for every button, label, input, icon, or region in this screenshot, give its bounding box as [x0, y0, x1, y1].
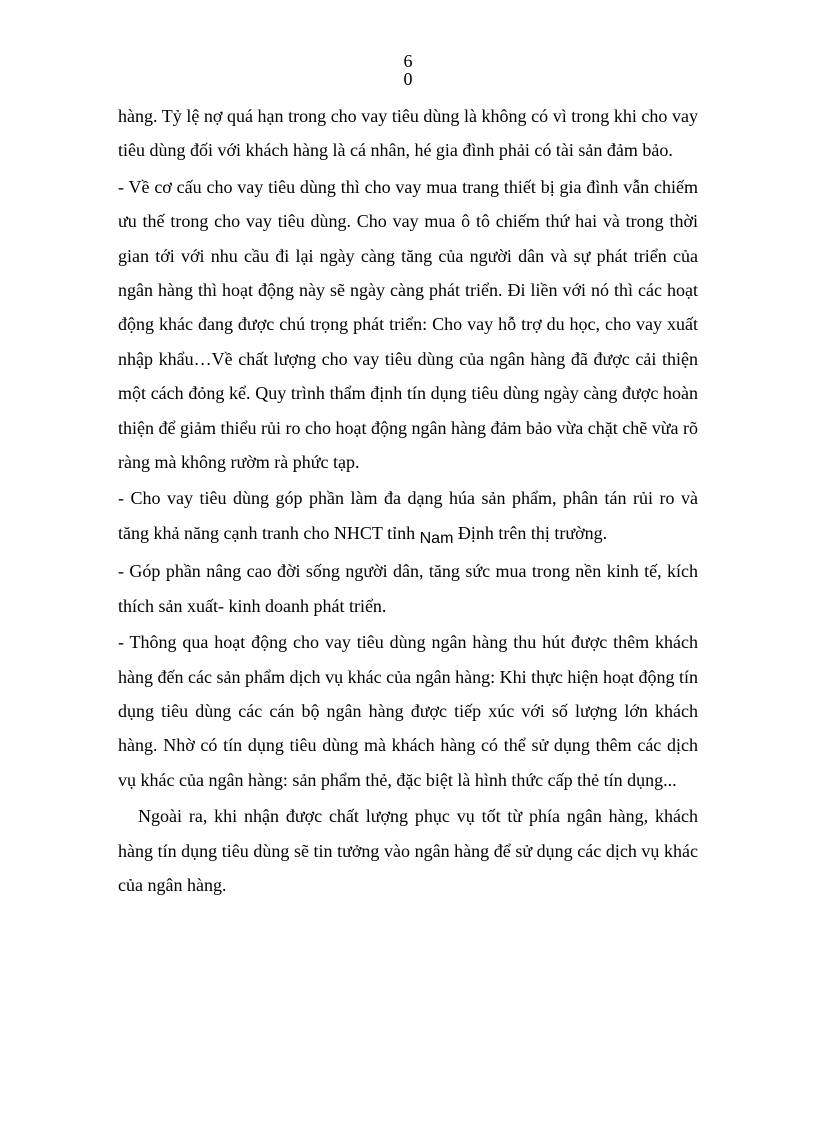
paragraph-diversification-text-start: - Cho vay tiêu dùng góp phần làm đa dạng húa sản phẩm, phân tán rủi ro và tăng khả năng cạnh tranh cho NHCT tỉnh — [118, 488, 698, 543]
page-number-digit-1: 6 — [403, 51, 413, 71]
paragraph-diversification-nam: Nam — [419, 529, 454, 547]
paragraph-overdue-debt: hàng. Tỷ lệ nợ quá hạn trong cho vay tiêu dùng là không có vì trong khi cho vay tiêu dùng đối với khách hàng là cá nhân, hé gia đình phải có tài sản đảm bảo. — [118, 106, 698, 161]
paragraph-service-quality: Ngoài ra, khi nhận được chất lượng phục vụ tốt từ phía ngân hàng, khách hàng tín dụng tiêu dùng sẽ tin tưởng vào ngân hàng để sử dụng các dịch vụ khác của ngân hàng. — [118, 806, 698, 895]
page-number-digit-2: 0 — [403, 69, 413, 89]
document-body — [118, 99, 698, 902]
paragraph-loan-structure: - Về cơ cấu cho vay tiêu dùng thì cho vay mua trang thiết bị gia đình vẫn chiếm ưu thế trong cho vay tiêu dùng. Cho vay mua ô tô chiếm thứ hai và trong thời gian tới với nhu cầu đi lại ngày càng tăng của người dân và sự phát triển của ngân hàng thì hoạt động này sẽ ngày càng phát triển. Đi liền với nó thì các hoạt động khác đang được chú trọng phát triển: Cho vay hỗ trợ du học, cho vay xuất nhập khẩu…Về chất lượng cho vay tiêu dùng của ngân hàng đã được cải thiện một cách đỏng kể. Quy trình thẩm định tín dụng tiêu dùng ngày càng được hoàn thiện để giảm thiểu rủi ro cho hoạt động ngân hàng đảm bảo vừa chặt chẽ vừa rõ ràng mà không rườm rà phức tạp. — [118, 176, 698, 473]
paragraph-customer-attraction: - Thông qua hoạt động cho vay tiêu dùng ngân hàng thu hút được thêm khách hàng đến các sản phẩm dịch vụ khác của ngân hàng: Khi thực hiện hoạt động tín dụng tiêu dùng các cán bộ ngân hàng được tiếp xúc với số lượng lớn khách hàng. Nhờ có tín dụng tiêu dùng mà khách hàng có thể sử dụng thêm các dịch vụ khác của ngân hàng: sản phẩm thẻ, đặc biệt là hình thức cấp thẻ tín dụng... — [118, 632, 698, 790]
paragraph-diversification — [118, 481, 698, 552]
paragraph-living-standard: - Góp phần nâng cao đời sống người dân, tăng sức mua trong nền kinh tế, kích thích sản xuất- kinh doanh phát triển. — [118, 561, 698, 616]
page-number — [0, 52, 816, 88]
paragraph-diversification-text-end: Định trên thị trường. — [453, 522, 608, 543]
